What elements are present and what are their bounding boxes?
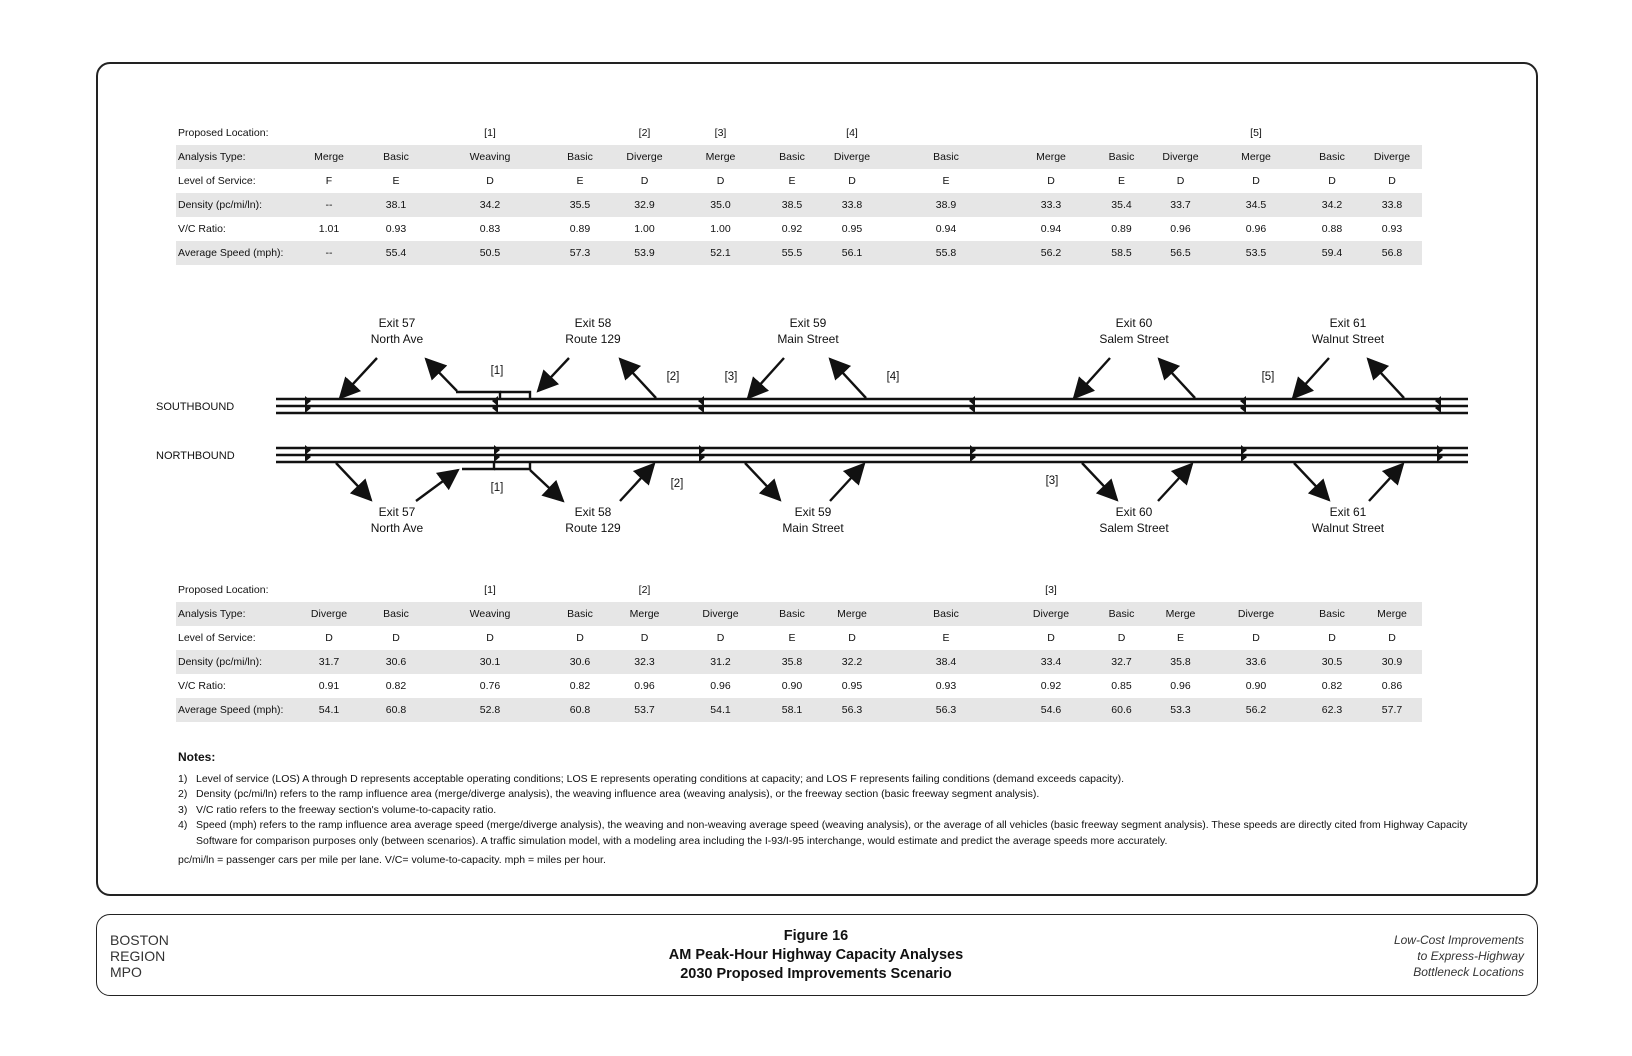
southbound-label: SOUTHBOUND [156,401,235,413]
table-cell: E [942,632,950,644]
table-cell: Merge [1210,145,1302,169]
table-cell: Diverge [610,145,679,169]
table-cell: Weaving [430,145,550,169]
ramp-arrow [1369,464,1403,501]
ramp-arrow [745,463,780,500]
table-cell: 1.00 [634,223,655,235]
ramp-arrow [830,464,864,501]
table-cell: 0.82 [569,680,591,692]
table-cell: 0.88 [1321,223,1343,235]
table-cell: [5] [1250,127,1262,139]
northbound-location-markers [491,475,1059,494]
row-label: Proposed Location: [178,127,269,139]
table-cell: E [1176,632,1184,644]
table-cell: 60.8 [362,698,430,722]
southbound-location-markers [491,365,1275,383]
note-number: 4) [178,819,188,831]
table-cell: 53.7 [610,698,679,722]
table-cell: 56.2 [1010,241,1092,265]
table-cell: 0.83 [479,223,501,235]
ramp-arrow [530,470,563,501]
table-cell: Diverge [296,602,362,626]
location-marker: [5] [1261,371,1275,383]
table-cell: 30.5 [1302,650,1362,674]
table-cell: Diverge [679,602,762,626]
table-cell: D [1388,632,1396,644]
exit-label: Salem Street [1099,521,1169,535]
ramp-arrow [1158,464,1192,501]
table-cell: 35.0 [679,193,762,217]
table-cell: [2] [638,127,651,139]
row-label: Analysis Type: [176,602,296,626]
table-cell: 0.93 [385,223,407,235]
table-cell: 54.1 [679,698,762,722]
note-number: 2) [178,788,188,800]
table-cell: Diverge [1210,602,1302,626]
row-label: Proposed Location: [178,584,269,596]
table-cell: 60.8 [550,698,610,722]
table-cell: D [1047,175,1055,187]
table-cell: D [1388,175,1396,187]
notes-section [178,750,1478,869]
table-cell: 0.96 [1170,680,1191,692]
table-cell: 31.7 [296,650,362,674]
table-cell: 55.8 [882,241,1010,265]
table-cell: 0.82 [1321,680,1343,692]
table-cell: D [1328,632,1336,644]
table-cell: 30.6 [550,650,610,674]
table-cell: 32.9 [610,193,679,217]
table-cell: 31.2 [679,650,762,674]
table-cell: E [788,632,796,644]
table-cell: 0.90 [781,680,803,692]
table-cell: 58.5 [1092,241,1151,265]
abbreviations: pc/mi/ln = passenger cars per mile per lane. V/C= volume-to-capacity. mph = miles per hour. [178,854,606,866]
exit-label: Walnut Street [1311,521,1385,535]
exit-label: Exit 59 [789,316,827,330]
exit-label: Exit 61 [1329,505,1367,519]
row-label: Analysis Type: [176,145,296,169]
table-cell: 57.7 [1362,698,1422,722]
table-cell: Merge [822,602,882,626]
table-cell: Basic [550,602,610,626]
table-cell: 38.5 [762,193,822,217]
table-cell: Basic [550,145,610,169]
report-title [1394,932,1524,980]
table-cell: 56.3 [882,698,1010,722]
ramp-arrow [1082,463,1117,500]
table-cell: 33.4 [1010,650,1092,674]
ramp-arrow [538,358,569,391]
ramp-arrow [416,470,458,501]
table-cell: 0.96 [1170,223,1191,235]
ramp-arrow [1074,358,1110,398]
table-cell: D [486,175,494,187]
table-cell: 52.8 [430,698,550,722]
table-cell: Diverge [822,145,882,169]
table-cell: Basic [1302,602,1362,626]
table-cell: D [640,632,649,644]
table-cell: [1] [484,127,496,139]
table-cell: D [640,175,649,187]
table-cell: 38.4 [882,650,1010,674]
table-cell: 1.01 [318,223,340,235]
note-item [178,803,1478,819]
table-cell: [1] [484,584,496,596]
table-cell: 55.4 [362,241,430,265]
table-cell: 0.96 [634,680,655,692]
table-cell: D [1252,175,1260,187]
ramp-arrow [426,359,457,391]
table-cell: 35.8 [1151,650,1210,674]
location-marker: [2] [666,371,680,383]
table-cell: 32.3 [610,650,679,674]
ramp-arrow [340,358,377,398]
note-number: 3) [178,803,188,816]
exit-label: Exit 61 [1329,316,1367,330]
exit-label: Walnut Street [1311,332,1385,346]
figure-title-block [0,927,1632,984]
note-item [178,818,1478,849]
table-cell: 60.6 [1092,698,1151,722]
ramp-arrow [1368,359,1404,398]
table-cell: D [1117,632,1126,644]
table-cell: 0.90 [1245,680,1267,692]
table-cell: 34.5 [1210,193,1302,217]
table-cell: 0.93 [1381,223,1403,235]
table-cell: E [1117,175,1125,187]
table-cell: 53.9 [610,241,679,265]
table-cell: 0.85 [1111,680,1132,692]
table-cell: Basic [762,602,822,626]
table-cell: 0.94 [1040,223,1062,235]
exit-label: Route 129 [565,521,621,535]
table-cell: 0.92 [781,223,803,235]
table-cell: D [716,632,725,644]
table-cell: D [486,632,494,644]
table-cell: 35.8 [762,650,822,674]
row-label: V/C Ratio: [178,223,226,235]
table-cell: Merge [1362,602,1422,626]
exit-label: Route 129 [565,332,621,346]
note-text: Level of service (LOS) A through D represents acceptable operating conditions; LOS E represents operating conditions at capacity; and LOS F represents failing conditions (demand exceeds capacity). [196,772,1125,785]
table-cell: 32.2 [822,650,882,674]
org-line: MPO [110,964,142,980]
org-line: BOSTON [110,932,169,948]
table-cell: 53.3 [1151,698,1210,722]
table-cell: 57.3 [550,241,610,265]
table-cell: [3] [1045,584,1057,596]
note-text: Speed (mph) refers to the ramp influence area average speed (merge/diverge analysis), the weaving and non-weaving average speed (weaving analysis), or the average of all vehicles (basic freeway segment analysis). These speeds are directly cited from Highway Capacity Software for comparison purposes only (between scenarios). A traffic simulation model, with a modeling area including the I-93/I-95 interchange, would estimate and predict the average speeds more accurately. [196,819,1468,847]
table-cell: 56.8 [1362,241,1422,265]
notes-title: Notes: [178,750,216,764]
table-cell: 0.89 [1111,223,1132,235]
table-cell: 62.3 [1302,698,1362,722]
table-cell: 35.5 [550,193,610,217]
location-marker: [1] [490,365,504,377]
table-cell: D [325,632,333,644]
exit-label: Exit 57 [378,316,416,330]
exit-label: North Ave [370,332,424,346]
row-label: Density (pc/mi/ln): [176,650,296,674]
exit-label: Main Street [777,332,839,346]
table-cell: Basic [362,602,430,626]
ramp-arrow [620,464,654,501]
southbound-exit-labels [371,316,1385,346]
northbound-label: NORTHBOUND [156,450,235,462]
ramp-arrow [1294,463,1329,500]
row-label: V/C Ratio: [178,680,226,692]
exit-label: Exit 58 [574,505,612,519]
table-cell: 56.1 [822,241,882,265]
report-line: to Express-Highway [1417,949,1524,963]
table-cell: Basic [362,145,430,169]
exit-label: North Ave [370,521,424,535]
table-cell: 0.89 [569,223,591,235]
exit-label: Main Street [782,521,844,535]
table-cell: D [848,632,856,644]
table-cell: Diverge [1362,145,1422,169]
table-cell: 33.8 [1362,193,1422,217]
table-cell: 33.3 [1010,193,1092,217]
table-cell: 53.5 [1210,241,1302,265]
table-cell: 38.9 [882,193,1010,217]
exit-label: Exit 60 [1115,316,1153,330]
table-cell: E [576,175,584,187]
table-cell: 35.4 [1092,193,1151,217]
table-cell: 0.93 [935,680,957,692]
table-cell: [4] [846,127,858,139]
row-label: Level of Service: [178,632,256,644]
location-marker: [3] [724,371,738,383]
figure-subtitle: 2030 Proposed Improvements Scenario [680,966,952,982]
note-text: Density (pc/mi/ln) refers to the ramp influence area (merge/diverge analysis), the weaving influence area (weaving analysis), or the freeway section (basic freeway segment analysis). [196,788,1040,800]
figure-number: Figure 16 [783,928,849,944]
table-cell: 0.86 [1381,680,1403,692]
table-cell: [3] [714,127,727,139]
row-label: Density (pc/mi/ln): [176,193,296,217]
table-cell: Basic [1302,145,1362,169]
figure-title: AM Peak-Hour Highway Capacity Analyses [668,947,964,963]
southbound-roadway [276,392,1468,413]
table-cell: D [576,632,584,644]
table-cell: 54.6 [1010,698,1092,722]
table-cell: D [1176,175,1185,187]
note-number: 1) [178,772,188,785]
table-cell: Merge [610,602,679,626]
table-cell: 58.1 [762,698,822,722]
table-cell: 30.1 [430,650,550,674]
table-cell: 0.96 [710,680,731,692]
exit-label: Exit 59 [794,505,832,519]
table-cell: [2] [638,584,651,596]
table-cell: 33.8 [822,193,882,217]
note-text: V/C ratio refers to the freeway section's volume-to-capacity ratio. [196,803,497,816]
note-item [178,787,1478,803]
row-label: Level of Service: [178,175,256,187]
table-cell: Merge [679,145,762,169]
table-cell: Merge [1010,145,1092,169]
table-cell: -- [296,193,362,217]
table-cell: D [1328,175,1336,187]
exit-label: Exit 57 [378,505,416,519]
table-cell: 0.96 [1245,223,1267,235]
table-cell: D [1047,632,1055,644]
table-cell: Diverge [1151,145,1210,169]
table-cell: 34.2 [430,193,550,217]
table-cell: F [325,175,333,187]
table-cell: 33.6 [1210,650,1302,674]
table-cell: D [392,632,400,644]
table-cell: Diverge [1010,602,1092,626]
ramp-arrow [830,359,866,398]
table-cell: 0.95 [841,680,863,692]
northbound-roadway [276,448,1468,469]
table-cell: 0.92 [1040,680,1062,692]
ramp-arrow [336,463,371,500]
table-cell: 59.4 [1302,241,1362,265]
table-cell: Basic [1092,602,1151,626]
northbound-exit-labels [371,505,1385,535]
location-marker: [3] [1045,475,1059,487]
org-line: REGION [110,948,166,964]
table-cell: 0.82 [385,680,407,692]
table-cell: Basic [1092,145,1151,169]
table-cell: 0.91 [318,680,340,692]
ramp-arrow [1159,359,1195,398]
ramp-arrow [620,359,656,398]
table-cell: 52.1 [679,241,762,265]
table-cell: 0.94 [935,223,957,235]
location-marker: [4] [886,371,900,383]
exit-label: Salem Street [1099,332,1169,346]
table-cell: D [848,175,856,187]
table-cell: 56.2 [1210,698,1302,722]
table-cell: E [392,175,400,187]
table-cell: -- [296,241,362,265]
location-marker: [2] [670,478,684,490]
table-cell: E [942,175,950,187]
table-cell: Basic [882,602,1010,626]
table-cell: Basic [882,145,1010,169]
note-item [178,772,1478,788]
table-cell: D [1252,632,1260,644]
table-cell: 1.00 [710,223,731,235]
location-marker: [1] [490,482,504,494]
table-cell: 56.5 [1151,241,1210,265]
exit-label: Exit 60 [1115,505,1153,519]
table-cell: 32.7 [1092,650,1151,674]
table-cell: 34.2 [1302,193,1362,217]
table-cell: Weaving [430,602,550,626]
ramp-arrow [748,358,784,398]
table-cell: 54.1 [296,698,362,722]
table-cell: 0.95 [841,223,863,235]
exit-label: Exit 58 [574,316,612,330]
table-cell: 33.7 [1151,193,1210,217]
table-cell: 55.5 [762,241,822,265]
table-cell: Basic [762,145,822,169]
table-cell: 30.9 [1362,650,1422,674]
table-cell: Merge [296,145,362,169]
ramp-arrow [1293,358,1329,398]
table-cell: 30.6 [362,650,430,674]
row-label: Average Speed (mph): [176,241,296,265]
table-cell: E [788,175,796,187]
report-line: Bottleneck Locations [1413,965,1524,979]
report-line: Low-Cost Improvements [1393,933,1524,947]
table-cell: D [716,175,725,187]
table-cell: 0.76 [479,680,501,692]
table-cell: 50.5 [430,241,550,265]
table-cell: 56.3 [822,698,882,722]
row-label: Average Speed (mph): [176,698,296,722]
table-cell: 38.1 [362,193,430,217]
table-cell: Merge [1151,602,1210,626]
